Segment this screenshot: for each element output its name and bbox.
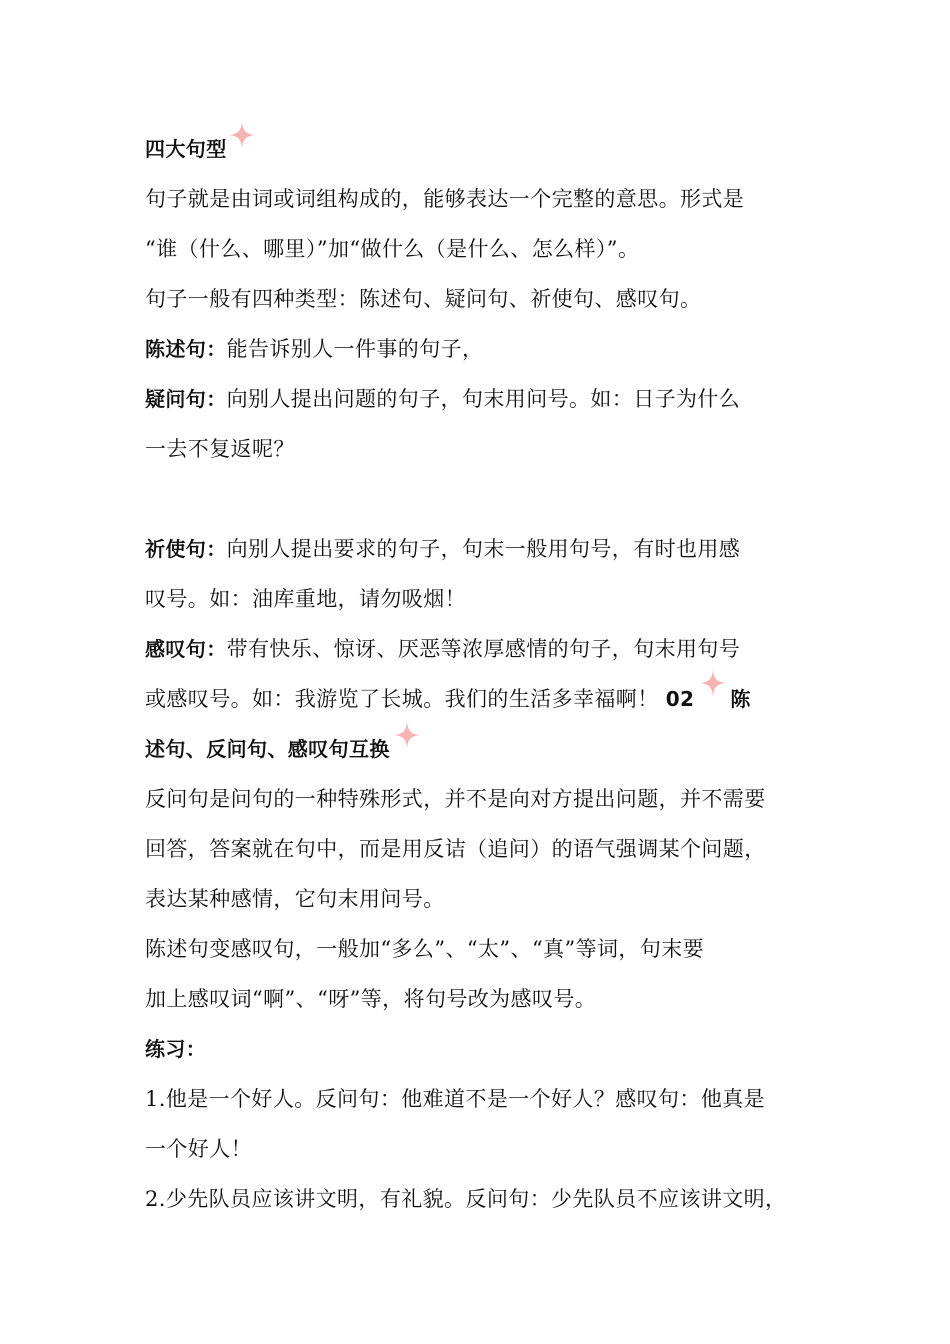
section-title-line (145, 724, 810, 774)
rhetorical-line-3: 表达某种感情，它句末用问号。 (145, 887, 445, 911)
rhetorical-line-1: 反问句是问句的一种特殊形式，并不是向对方提出问题，并不需要 (145, 787, 766, 811)
practice-item-1-line-2: 一个好人！ (145, 1137, 252, 1161)
exclamatory-example: 或感叹号。如：我游览了长城。我们的生活多幸福啊！ (145, 687, 659, 711)
question-line-1 (145, 374, 810, 424)
imperative-line-1 (145, 524, 810, 574)
practice-item-1-line-1: 1.他是一个好人。反问句：他难道不是一个好人？感叹句：他真是 (145, 1087, 766, 1111)
exclamatory-text: 带有快乐、惊讶、厌恶等浓厚感情的句子，句末用句号 (226, 637, 741, 661)
types-line: 句子一般有四种类型：陈述句、疑问句、祈使句、感叹句。 (145, 287, 702, 311)
statement-text: 能告诉别人一件事的句子， (226, 337, 484, 361)
imperative-label: 祈使句： (145, 537, 227, 561)
page-title: 四大句型 (145, 137, 227, 161)
document-page (145, 124, 810, 1224)
exclamatory-label: 感叹句： (145, 637, 227, 661)
sparkle-icon (229, 122, 255, 148)
section-number: 02 (665, 687, 695, 711)
exclamatory-line-2 (145, 674, 810, 724)
section-title-start: 陈 (730, 687, 751, 711)
blank-line (145, 474, 810, 524)
exclamatory-line-1 (145, 624, 810, 674)
sparkle-icon (394, 722, 420, 748)
practice-label: 练习： (145, 1037, 207, 1061)
sparkle-icon (700, 670, 726, 696)
intro-line-2: “谁（什么、哪里）”加“做什么（是什么、怎么样）”。 (145, 237, 640, 261)
statement-line (145, 324, 810, 374)
question-line-2: 一去不复返呢？ (145, 437, 295, 461)
intro-line-1: 句子就是由词或词组构成的，能够表达一个完整的意思。形式是 (145, 187, 745, 211)
statement-label: 陈述句： (145, 337, 227, 361)
conversion-line-1: 陈述句变感叹句，一般加“多么”、“太”、“真”等词，句末要 (145, 937, 705, 961)
rhetorical-line-2: 回答，答案就在句中，而是用反诘（追问）的语气强调某个问题， (145, 837, 766, 861)
question-text: 向别人提出问题的句子，句末用问号。如：日子为什么 (226, 387, 741, 411)
imperative-text: 向别人提出要求的句子，句末一般用句号，有时也用感 (226, 537, 741, 561)
title-line (145, 124, 810, 174)
conversion-line-2: 加上感叹词“啊”、“呀”等，将句号改为感叹号。 (145, 987, 597, 1011)
imperative-line-2: 叹号。如：油库重地，请勿吸烟！ (145, 587, 466, 611)
practice-item-2-line-1: 2.少先队员应该讲文明，有礼貌。反问句：少先队员不应该讲文明， (145, 1187, 787, 1211)
section-title-rest: 述句、反问句、感叹句互换 (145, 737, 390, 761)
question-label: 疑问句： (145, 387, 227, 411)
